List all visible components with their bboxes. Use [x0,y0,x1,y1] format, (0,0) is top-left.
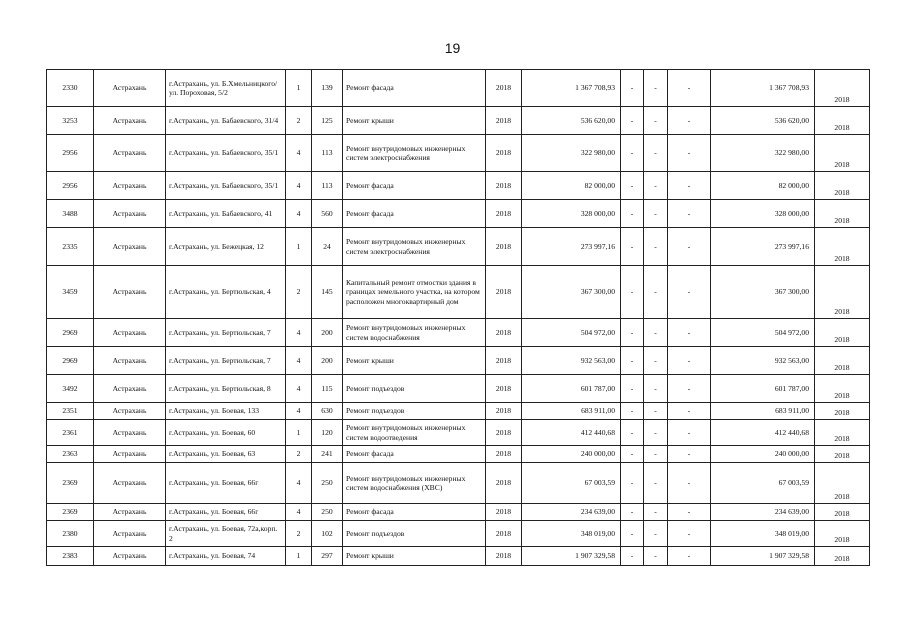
cell-city: Астрахань [94,375,166,403]
cell-c2: - [644,70,668,107]
cell-amount: 322 980,00 [711,135,815,172]
cell-c3: - [668,135,711,172]
table-row [47,228,870,266]
cell-apartments: 145 [312,266,343,319]
cell-work: Ремонт внутридомовых инженерных систем электроснабжения [343,135,486,172]
cell-entrances: 1 [286,420,312,446]
cell-work: Ремонт подъездов [343,521,486,547]
cell-apartments: 125 [312,107,343,135]
cell-year2: 2018 [815,463,870,504]
cell-c3: - [668,504,711,521]
cell-apartments: 630 [312,403,343,420]
cell-year: 2018 [486,135,522,172]
table-row [47,200,870,228]
cell-amount: 234 639,00 [711,504,815,521]
cell-c1: - [621,319,644,347]
cell-c2: - [644,446,668,463]
cell-city: Астрахань [94,547,166,566]
cell-c2: - [644,463,668,504]
cell-year: 2018 [486,228,522,266]
cell-city: Астрахань [94,70,166,107]
cell-entrances: 4 [286,172,312,200]
cell-c2: - [644,375,668,403]
cell-entrances: 4 [286,135,312,172]
cell-id: 2351 [47,403,94,420]
table-row [47,107,870,135]
cell-amount: 328 000,00 [711,200,815,228]
cell-apartments: 113 [312,172,343,200]
cell-year2: 2018 [815,172,870,200]
cell-year: 2018 [486,446,522,463]
cell-apartments: 250 [312,463,343,504]
cell-entrances: 2 [286,521,312,547]
cell-year: 2018 [486,521,522,547]
cell-apartments: 139 [312,70,343,107]
cell-c2: - [644,420,668,446]
cell-year: 2018 [486,319,522,347]
cell-address: г.Астрахань, ул. Б.Хмельницкого/ул. Пороховая, 5/2 [166,70,286,107]
cell-entrances: 4 [286,347,312,375]
page-number: 19 [444,40,461,56]
cell-apartments: 115 [312,375,343,403]
cell-year2: 2018 [815,446,870,463]
cell-year: 2018 [486,107,522,135]
cell-total: 328 000,00 [522,200,621,228]
cell-id: 2363 [47,446,94,463]
cell-c1: - [621,135,644,172]
cell-address: г.Астрахань, ул. Боевая, 74 [166,547,286,566]
cell-apartments: 102 [312,521,343,547]
cell-id: 3492 [47,375,94,403]
cell-c3: - [668,228,711,266]
cell-work: Ремонт фасада [343,200,486,228]
table-row [47,463,870,504]
cell-id: 2369 [47,504,94,521]
table-row [47,375,870,403]
cell-amount: 67 003,59 [711,463,815,504]
cell-apartments: 200 [312,319,343,347]
cell-work: Ремонт крыши [343,347,486,375]
cell-address: г.Астрахань, ул. Бертюльская, 7 [166,319,286,347]
table-row [47,504,870,521]
cell-city: Астрахань [94,403,166,420]
cell-id: 2969 [47,319,94,347]
cell-amount: 348 019,00 [711,521,815,547]
cell-entrances: 2 [286,107,312,135]
cell-entrances: 2 [286,266,312,319]
cell-amount: 683 911,00 [711,403,815,420]
cell-c3: - [668,319,711,347]
cell-total: 504 972,00 [522,319,621,347]
cell-entrances: 1 [286,70,312,107]
cell-c3: - [668,403,711,420]
cell-c3: - [668,463,711,504]
cell-address: г.Астрахань, ул. Бабаевского, 35/1 [166,172,286,200]
cell-c1: - [621,420,644,446]
cell-total: 348 019,00 [522,521,621,547]
cell-amount: 536 620,00 [711,107,815,135]
cell-year: 2018 [486,200,522,228]
cell-c1: - [621,375,644,403]
table-row [47,403,870,420]
cell-total: 273 997,16 [522,228,621,266]
cell-c1: - [621,228,644,266]
table-row [47,521,870,547]
cell-total: 536 620,00 [522,107,621,135]
cell-c3: - [668,172,711,200]
cell-amount: 367 300,00 [711,266,815,319]
cell-city: Астрахань [94,521,166,547]
cell-year2: 2018 [815,347,870,375]
cell-total: 67 003,59 [522,463,621,504]
cell-c2: - [644,135,668,172]
cell-work: Ремонт внутридомовых инженерных систем электроснабжения [343,228,486,266]
cell-amount: 412 440,68 [711,420,815,446]
cell-c2: - [644,347,668,375]
cell-entrances: 1 [286,228,312,266]
cell-apartments: 200 [312,347,343,375]
cell-id: 3253 [47,107,94,135]
cell-year2: 2018 [815,266,870,319]
cell-address: г.Астрахань, ул. Боевая, 60 [166,420,286,446]
cell-amount: 601 787,00 [711,375,815,403]
cell-city: Астрахань [94,172,166,200]
cell-c3: - [668,70,711,107]
cell-address: г.Астрахань, ул. Бабаевского, 41 [166,200,286,228]
cell-c1: - [621,547,644,566]
cell-city: Астрахань [94,420,166,446]
cell-c3: - [668,200,711,228]
table-row [47,172,870,200]
cell-id: 2335 [47,228,94,266]
cell-total: 82 000,00 [522,172,621,200]
cell-work: Ремонт фасада [343,446,486,463]
repair-schedule-table [46,69,870,566]
table-row [47,266,870,319]
cell-year2: 2018 [815,504,870,521]
cell-total: 322 980,00 [522,135,621,172]
cell-year2: 2018 [815,107,870,135]
cell-amount: 932 563,00 [711,347,815,375]
cell-city: Астрахань [94,504,166,521]
cell-year: 2018 [486,266,522,319]
cell-work: Ремонт крыши [343,547,486,566]
cell-apartments: 113 [312,135,343,172]
cell-c2: - [644,319,668,347]
cell-id: 2369 [47,463,94,504]
cell-c2: - [644,107,668,135]
cell-address: г.Астрахань, ул. Бертюльская, 4 [166,266,286,319]
cell-id: 2361 [47,420,94,446]
cell-entrances: 2 [286,446,312,463]
cell-c3: - [668,521,711,547]
table-row [47,319,870,347]
cell-address: г.Астрахань, ул. Бежецкая, 12 [166,228,286,266]
cell-entrances: 4 [286,375,312,403]
cell-c3: - [668,446,711,463]
cell-year: 2018 [486,463,522,504]
cell-c2: - [644,504,668,521]
cell-city: Астрахань [94,347,166,375]
cell-year2: 2018 [815,420,870,446]
cell-apartments: 120 [312,420,343,446]
cell-c3: - [668,266,711,319]
cell-c1: - [621,70,644,107]
cell-address: г.Астрахань, ул. Бабаевского, 35/1 [166,135,286,172]
cell-city: Астрахань [94,463,166,504]
cell-total: 412 440,68 [522,420,621,446]
cell-year: 2018 [486,547,522,566]
cell-c3: - [668,107,711,135]
cell-c1: - [621,403,644,420]
cell-total: 932 563,00 [522,347,621,375]
cell-work: Ремонт фасада [343,172,486,200]
cell-id: 3488 [47,200,94,228]
cell-c1: - [621,266,644,319]
cell-id: 2383 [47,547,94,566]
cell-entrances: 4 [286,319,312,347]
table-row [47,446,870,463]
cell-city: Астрахань [94,266,166,319]
cell-apartments: 297 [312,547,343,566]
cell-address: г.Астрахань, ул. Бертюльская, 8 [166,375,286,403]
cell-total: 1 907 329,58 [522,547,621,566]
cell-entrances: 1 [286,547,312,566]
cell-work: Ремонт внутридомовых инженерных систем водоотведения [343,420,486,446]
cell-c3: - [668,547,711,566]
cell-c2: - [644,172,668,200]
cell-apartments: 250 [312,504,343,521]
table-row [47,547,870,566]
cell-amount: 504 972,00 [711,319,815,347]
cell-id: 2956 [47,135,94,172]
cell-year2: 2018 [815,228,870,266]
cell-c3: - [668,347,711,375]
cell-year2: 2018 [815,403,870,420]
cell-address: г.Астрахань, ул. Бертюльская, 7 [166,347,286,375]
cell-year2: 2018 [815,547,870,566]
cell-total: 683 911,00 [522,403,621,420]
cell-total: 601 787,00 [522,375,621,403]
cell-c1: - [621,200,644,228]
cell-address: г.Астрахань, ул. Боевая, 72а,корп. 2 [166,521,286,547]
cell-c1: - [621,521,644,547]
cell-work: Ремонт фасада [343,70,486,107]
cell-amount: 240 000,00 [711,446,815,463]
cell-c2: - [644,200,668,228]
cell-entrances: 4 [286,463,312,504]
cell-apartments: 560 [312,200,343,228]
cell-work: Ремонт подъездов [343,375,486,403]
cell-id: 2380 [47,521,94,547]
cell-total: 234 639,00 [522,504,621,521]
cell-address: г.Астрахань, ул. Боевая, 66г [166,463,286,504]
table-row [47,135,870,172]
cell-year2: 2018 [815,375,870,403]
cell-year: 2018 [486,172,522,200]
cell-c2: - [644,521,668,547]
cell-city: Астрахань [94,107,166,135]
cell-year2: 2018 [815,135,870,172]
cell-c2: - [644,266,668,319]
cell-total: 240 000,00 [522,446,621,463]
cell-year: 2018 [486,504,522,521]
cell-address: г.Астрахань, ул. Боевая, 133 [166,403,286,420]
cell-work: Ремонт подъездов [343,403,486,420]
cell-year: 2018 [486,375,522,403]
cell-year2: 2018 [815,319,870,347]
table-row [47,70,870,107]
cell-city: Астрахань [94,319,166,347]
cell-entrances: 4 [286,504,312,521]
cell-c3: - [668,420,711,446]
cell-work: Ремонт внутридомовых инженерных систем водоснабжения (ХВС) [343,463,486,504]
cell-city: Астрахань [94,135,166,172]
cell-id: 3459 [47,266,94,319]
cell-c1: - [621,446,644,463]
table-row [47,347,870,375]
cell-amount: 273 997,16 [711,228,815,266]
cell-year: 2018 [486,403,522,420]
cell-amount: 1 367 708,93 [711,70,815,107]
cell-entrances: 4 [286,200,312,228]
cell-year: 2018 [486,347,522,375]
cell-total: 1 367 708,93 [522,70,621,107]
cell-apartments: 241 [312,446,343,463]
cell-year: 2018 [486,420,522,446]
cell-year2: 2018 [815,70,870,107]
cell-c1: - [621,463,644,504]
cell-address: г.Астрахань, ул. Боевая, 66г [166,504,286,521]
cell-id: 2330 [47,70,94,107]
table-row [47,420,870,446]
cell-c1: - [621,172,644,200]
cell-year: 2018 [486,70,522,107]
cell-city: Астрахань [94,228,166,266]
cell-year2: 2018 [815,200,870,228]
cell-work: Ремонт внутридомовых инженерных систем водоснабжения [343,319,486,347]
cell-id: 2956 [47,172,94,200]
cell-city: Астрахань [94,200,166,228]
cell-address: г.Астрахань, ул. Бабаевского, 31/4 [166,107,286,135]
cell-id: 2969 [47,347,94,375]
cell-amount: 1 907 329,58 [711,547,815,566]
cell-year2: 2018 [815,521,870,547]
cell-c3: - [668,375,711,403]
cell-apartments: 24 [312,228,343,266]
cell-c2: - [644,403,668,420]
cell-amount: 82 000,00 [711,172,815,200]
cell-c1: - [621,504,644,521]
cell-total: 367 300,00 [522,266,621,319]
cell-work: Ремонт фасада [343,504,486,521]
cell-city: Астрахань [94,446,166,463]
cell-c2: - [644,547,668,566]
cell-work: Капитальный ремонт отмостки здания в границах земельного участка, на котором расположен многоквартирный дом [343,266,486,319]
cell-c1: - [621,347,644,375]
cell-entrances: 4 [286,403,312,420]
cell-c1: - [621,107,644,135]
cell-address: г.Астрахань, ул. Боевая, 63 [166,446,286,463]
cell-c2: - [644,228,668,266]
cell-work: Ремонт крыши [343,107,486,135]
